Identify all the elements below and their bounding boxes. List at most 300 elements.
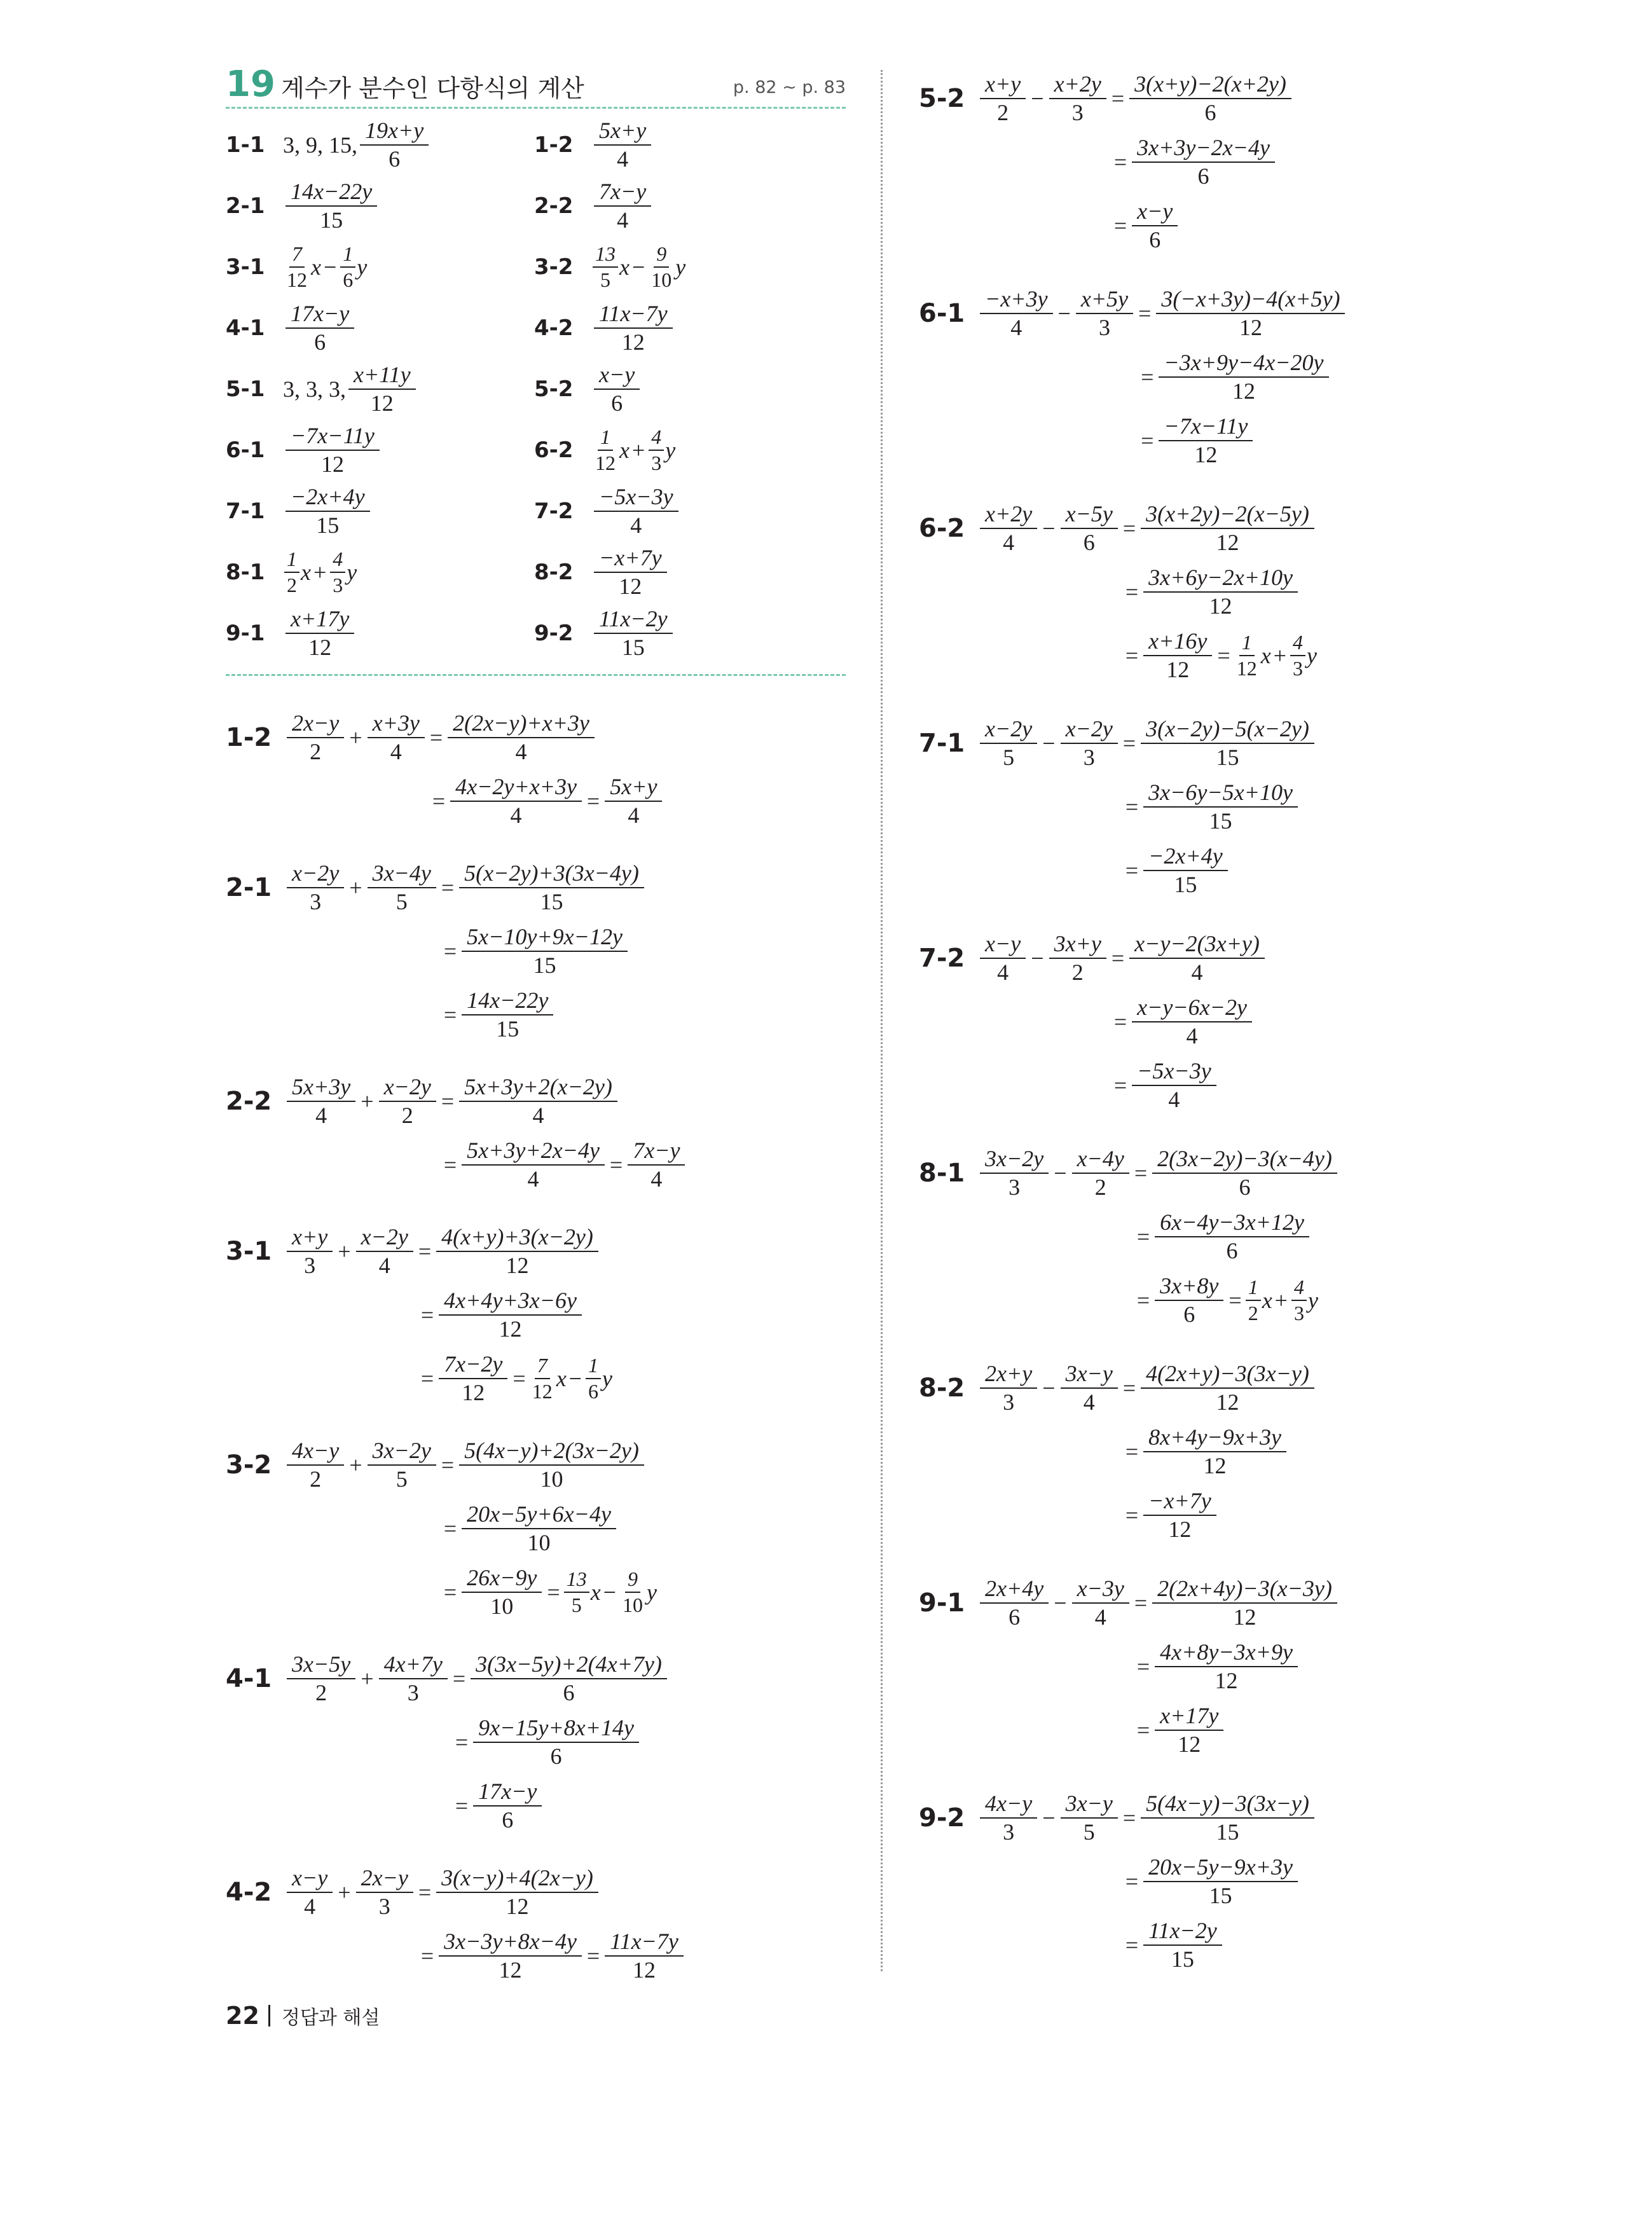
- fraction-numerator: 3x+y: [1049, 932, 1106, 959]
- fraction: [284, 243, 310, 291]
- solution-label: 7-2: [919, 944, 965, 973]
- fraction-numerator: 3x−3y+8x−4y: [439, 1929, 582, 1957]
- fraction-denominator: 12: [370, 390, 394, 416]
- fraction-numerator: 3x−2y: [980, 1146, 1049, 1174]
- solution-expression: [1123, 565, 1300, 619]
- solution-line: [919, 1698, 1347, 1762]
- fraction-denominator: 12: [595, 451, 616, 474]
- fraction: [1132, 135, 1275, 189]
- fraction-numerator: 3(3x−5y)+2(4x+7y): [471, 1652, 667, 1679]
- fraction-numerator: 13: [564, 1568, 589, 1593]
- fraction-denominator: 5: [1083, 1819, 1095, 1845]
- solution-label: 3-2: [226, 1450, 272, 1480]
- math-operator: =: [1122, 1805, 1136, 1831]
- math-operator: −: [1042, 1805, 1056, 1831]
- math-operator: =: [1217, 643, 1230, 668]
- math-operator: =: [455, 1793, 469, 1819]
- fraction-denominator: 4: [650, 1166, 663, 1192]
- fraction-numerator: 2x+4y: [980, 1576, 1049, 1604]
- fraction-denominator: 4: [527, 1166, 539, 1192]
- answer-label: 3-2: [534, 254, 574, 280]
- math-operator: =: [1113, 213, 1127, 238]
- answer-item: [226, 423, 382, 478]
- answer-expression: [283, 301, 357, 355]
- fraction-numerator: 3x−y: [1061, 1791, 1118, 1819]
- answer-expression: [591, 426, 675, 474]
- fraction: [1290, 631, 1305, 679]
- fraction-denominator: 4: [378, 1253, 390, 1278]
- answer-expression: [591, 485, 681, 538]
- fraction-denominator: 15: [1216, 745, 1239, 770]
- fraction-denominator: 15: [621, 635, 645, 660]
- fraction-numerator: 3x+6y−2x+10y: [1143, 565, 1298, 593]
- fraction-denominator: 6: [1204, 100, 1216, 125]
- solution-line: [919, 1269, 1347, 1332]
- fraction-denominator: 15: [1209, 1883, 1232, 1908]
- fraction-numerator: 8x+4y−9x+3y: [1143, 1425, 1286, 1452]
- solution-label: 5-2: [919, 84, 965, 113]
- fraction: [287, 1438, 344, 1492]
- fraction: [1143, 1918, 1222, 1972]
- answer-label: 7-2: [534, 499, 574, 524]
- solution-expression: [1112, 135, 1277, 189]
- fraction-numerator: 5x+y: [594, 118, 651, 146]
- fraction-numerator: x−y: [287, 1866, 333, 1893]
- answer-prefix: 3, 3, 3,: [283, 376, 346, 402]
- solution-expression: [1123, 1425, 1289, 1478]
- fraction: [594, 118, 651, 172]
- fraction-numerator: x+2y: [980, 502, 1037, 529]
- fraction: [473, 1716, 639, 1769]
- fraction-denominator: 12: [1236, 657, 1257, 680]
- math-operator: −: [323, 254, 337, 280]
- solution-expression: [1123, 780, 1300, 834]
- fraction-numerator: 1: [1239, 631, 1255, 656]
- fraction-numerator: 3x−y: [1061, 1361, 1118, 1389]
- fraction-denominator: 10: [622, 1593, 643, 1616]
- fraction-numerator: 11x−2y: [1143, 1918, 1222, 1946]
- solution-expression: [453, 1779, 545, 1833]
- fraction-denominator: 6: [588, 1380, 598, 1403]
- fraction: [980, 1791, 1037, 1845]
- fraction-numerator: 11x−2y: [594, 607, 673, 634]
- answer-label: 8-2: [534, 560, 574, 585]
- fraction-numerator: −5x−3y: [594, 485, 678, 512]
- solution-expression: [284, 1438, 647, 1492]
- answer-expression: [591, 301, 675, 355]
- fraction-numerator: x−y: [594, 362, 640, 390]
- fraction: [439, 1352, 507, 1405]
- fraction: [1152, 1146, 1337, 1200]
- fraction-denominator: 3: [304, 1253, 316, 1278]
- fraction: [1156, 287, 1345, 340]
- math-operator: =: [443, 1152, 457, 1178]
- fraction-denominator: 3: [651, 451, 662, 474]
- fraction: [980, 1361, 1037, 1415]
- fraction-numerator: 5x−10y+9x−12y: [462, 925, 628, 952]
- math-operator: =: [1125, 1439, 1139, 1464]
- fraction-denominator: 4: [1191, 960, 1203, 985]
- fraction: [368, 1438, 436, 1492]
- fraction-denominator: 3: [378, 1894, 390, 1919]
- solution-line: [919, 1635, 1347, 1698]
- fraction-denominator: 3: [333, 574, 343, 596]
- fraction: [605, 1929, 684, 1983]
- solution-line: [919, 194, 1347, 258]
- fraction-numerator: −7x−11y: [286, 423, 380, 451]
- fraction-numerator: −x+3y: [980, 287, 1053, 314]
- solution-expression: [977, 72, 1294, 125]
- solution-expression: [284, 1866, 601, 1919]
- math-operator: =: [1125, 858, 1139, 883]
- solution-block: [919, 712, 1347, 902]
- solution-block: [226, 1433, 687, 1624]
- fraction: [649, 243, 674, 291]
- fraction-numerator: 7: [535, 1354, 550, 1379]
- math-operator: +: [1273, 643, 1286, 668]
- solution-expression: [1112, 1059, 1219, 1112]
- variable: y: [646, 1580, 657, 1605]
- fraction-numerator: 5x+3y: [287, 1075, 355, 1102]
- fraction-numerator: 2x+y: [980, 1361, 1037, 1389]
- answer-label: 1-1: [226, 132, 265, 158]
- math-operator: =: [1125, 579, 1139, 605]
- solution-block: [226, 856, 687, 1047]
- solution-line: [226, 1347, 687, 1410]
- fraction-numerator: −2x+4y: [286, 485, 370, 512]
- fraction-denominator: 2: [1094, 1174, 1106, 1200]
- solution-line: [919, 1913, 1347, 1977]
- fraction-denominator: 6: [389, 146, 401, 172]
- fraction-denominator: 3: [1008, 1174, 1021, 1200]
- fraction-denominator: 2: [997, 100, 1009, 125]
- answer-item: [226, 240, 367, 294]
- solution-line: [919, 130, 1347, 194]
- solution-line: [919, 1205, 1347, 1269]
- fraction-denominator: 12: [1233, 1604, 1256, 1630]
- solution-block: [919, 1571, 1347, 1762]
- fraction-numerator: 5x+3y+2(x−2y): [459, 1075, 617, 1102]
- math-operator: +: [361, 1089, 374, 1114]
- fraction: [286, 607, 354, 660]
- math-operator: =: [1136, 1224, 1150, 1249]
- answer-prefix: 3, 9, 15,: [283, 132, 357, 158]
- fraction-denominator: 12: [1209, 593, 1232, 619]
- solution-line: [919, 1141, 1347, 1205]
- solution-expression: [441, 925, 630, 978]
- fraction-numerator: 20x−5y+6x−4y: [462, 1502, 616, 1529]
- answer-item: [534, 362, 642, 416]
- fraction-denominator: 6: [563, 1680, 575, 1705]
- fraction-numerator: x+11y: [348, 362, 416, 390]
- fraction: [287, 1866, 333, 1919]
- fraction: [594, 301, 673, 355]
- solution-label: 3-1: [226, 1237, 272, 1266]
- fraction-numerator: 26x−9y: [462, 1566, 542, 1593]
- fraction: [286, 485, 370, 538]
- answer-expression: [283, 118, 431, 172]
- solution-label: 6-1: [919, 299, 965, 328]
- fraction-denominator: 12: [1232, 378, 1255, 404]
- fraction-numerator: 17x−y: [473, 1779, 542, 1807]
- math-operator: −: [1057, 301, 1071, 326]
- answer-label: 2-2: [534, 193, 574, 219]
- solution-expression: [284, 1652, 670, 1705]
- math-operator: +: [349, 875, 362, 900]
- fraction: [1076, 287, 1133, 340]
- variable: x: [556, 1366, 567, 1391]
- fraction: [594, 362, 640, 416]
- fraction-denominator: 12: [1215, 1668, 1238, 1693]
- math-operator: +: [349, 725, 362, 750]
- solution-label: 1-2: [226, 723, 272, 752]
- fraction: [471, 1652, 667, 1705]
- variable: y: [1306, 643, 1317, 668]
- fraction-denominator: 12: [1239, 315, 1262, 340]
- answer-label: 6-1: [226, 437, 265, 463]
- fraction: [436, 1225, 598, 1278]
- answer-expression: [283, 423, 382, 477]
- fraction: [284, 548, 299, 596]
- answer-label: 1-2: [534, 132, 574, 158]
- fraction: [348, 362, 416, 416]
- math-operator: =: [1125, 1869, 1139, 1894]
- math-operator: +: [349, 1452, 362, 1478]
- fraction: [340, 243, 355, 291]
- solution-line: [226, 1220, 687, 1283]
- fraction-numerator: 3(x−y)+4(2x−y): [436, 1866, 598, 1893]
- fraction-numerator: −x+7y: [594, 546, 667, 573]
- fraction-denominator: 15: [540, 889, 563, 914]
- solution-expression: [1123, 629, 1317, 682]
- fraction: [1143, 1855, 1298, 1908]
- fraction: [593, 426, 618, 474]
- fraction-numerator: 17x−y: [286, 301, 354, 329]
- fraction-denominator: 4: [628, 802, 640, 828]
- fraction-denominator: 2: [287, 574, 297, 596]
- solution-line: [919, 1483, 1347, 1547]
- fraction-numerator: x−2y: [980, 717, 1037, 744]
- solution-label: 9-1: [919, 1588, 965, 1618]
- fraction-denominator: 12: [1194, 442, 1218, 467]
- solution-block: [919, 1356, 1347, 1547]
- variable: y: [675, 254, 686, 280]
- fraction-numerator: 4x−y: [980, 1791, 1037, 1819]
- fraction-denominator: 6: [1008, 1604, 1021, 1630]
- fraction-numerator: 9: [625, 1568, 640, 1593]
- fraction: [1152, 1576, 1337, 1630]
- answer-expression: [591, 362, 642, 416]
- variable: x: [590, 1580, 601, 1605]
- fraction: [1061, 717, 1118, 770]
- fraction-numerator: x−y−6x−2y: [1132, 995, 1252, 1022]
- fraction: [1246, 1276, 1261, 1324]
- fraction-numerator: x−2y: [1061, 717, 1118, 744]
- math-operator: =: [443, 1002, 457, 1028]
- answer-expression: [283, 548, 357, 596]
- math-operator: +: [631, 437, 645, 463]
- fraction-numerator: 7x−y: [594, 179, 651, 207]
- solution-line: [919, 345, 1347, 409]
- answer-item: [226, 362, 418, 416]
- solution-line: [226, 1433, 687, 1497]
- fraction-numerator: 4: [649, 426, 664, 451]
- fraction-denominator: 5: [396, 1466, 408, 1492]
- solution-expression: [441, 1566, 657, 1619]
- answer-expression: [591, 546, 670, 599]
- solution-label: 6-2: [919, 514, 965, 543]
- solution-expression: [977, 1791, 1317, 1845]
- fraction-numerator: x−y: [1132, 199, 1178, 226]
- answer-item: [534, 545, 670, 600]
- fraction-denominator: 10: [651, 268, 672, 291]
- solution-expression: [1123, 1918, 1225, 1972]
- fraction-numerator: x+17y: [1155, 1703, 1223, 1731]
- variable: y: [1307, 1288, 1318, 1313]
- fraction-numerator: 5(4x−y)−3(3x−y): [1141, 1791, 1314, 1819]
- fraction-denominator: 6: [343, 268, 354, 291]
- fraction: [980, 1576, 1049, 1630]
- fraction-numerator: x+3y: [368, 711, 425, 738]
- solution-label: 4-2: [226, 1878, 272, 1907]
- math-operator: =: [441, 875, 455, 900]
- fraction-denominator: 6: [1149, 227, 1161, 252]
- fraction-denominator: 10: [540, 1466, 563, 1492]
- fraction-denominator: 6: [611, 390, 623, 416]
- fraction-denominator: 15: [1171, 1946, 1194, 1972]
- answer-item: [534, 240, 685, 294]
- fraction-numerator: 4x−2y+x+3y: [450, 774, 582, 802]
- fraction: [1061, 1361, 1118, 1415]
- fraction-denominator: 12: [1203, 1453, 1227, 1478]
- solution-line: [919, 409, 1347, 472]
- fraction-numerator: 3x−2y: [368, 1438, 436, 1466]
- fraction: [1143, 1489, 1216, 1542]
- fraction-numerator: 4: [1291, 1276, 1307, 1301]
- fraction-numerator: 3x−6y−5x+10y: [1143, 780, 1298, 808]
- fraction-denominator: 3: [1083, 745, 1095, 770]
- fraction-numerator: 3(x−2y)−5(x−2y): [1141, 717, 1314, 744]
- solution-expression: [977, 1146, 1340, 1200]
- math-operator: =: [1113, 149, 1127, 175]
- fraction-denominator: 6: [1197, 163, 1209, 189]
- fraction: [1141, 502, 1314, 555]
- fraction: [287, 711, 344, 764]
- fraction-numerator: x+16y: [1143, 629, 1212, 656]
- solution-block: [919, 497, 1347, 687]
- math-operator: +: [338, 1880, 351, 1905]
- fraction-numerator: x−y−2(3x+y): [1129, 932, 1265, 959]
- fraction: [980, 717, 1037, 770]
- solution-expression: [1138, 414, 1255, 467]
- fraction-denominator: 6: [502, 1807, 514, 1833]
- fraction-numerator: 2(3x−2y)−3(x−4y): [1152, 1146, 1337, 1174]
- fraction-numerator: −5x−3y: [1132, 1059, 1216, 1086]
- fraction-numerator: 3x−5y: [287, 1652, 355, 1679]
- fraction-numerator: 4(2x+y)−3(3x−y): [1141, 1361, 1314, 1389]
- solution-expression: [1138, 350, 1331, 404]
- fraction-numerator: x−3y: [1072, 1576, 1129, 1604]
- fraction: [368, 861, 436, 914]
- fraction-numerator: x+y: [287, 1225, 333, 1252]
- page-footer: [226, 2002, 380, 2030]
- fraction-denominator: 15: [496, 1016, 520, 1042]
- fraction-denominator: 12: [532, 1380, 553, 1403]
- fraction: [462, 1502, 616, 1555]
- fraction-numerator: 2x−y: [287, 711, 344, 738]
- answer-expression: [591, 607, 675, 660]
- solution-expression: [284, 861, 647, 914]
- solution-line: [919, 624, 1347, 687]
- fraction-denominator: 4: [510, 802, 522, 828]
- fraction: [356, 1225, 413, 1278]
- answer-item: [534, 484, 681, 539]
- answer-item: [226, 118, 431, 172]
- fraction: [1143, 844, 1228, 897]
- solution-label: 8-1: [919, 1159, 965, 1188]
- section-number: 19: [226, 64, 275, 105]
- fraction-numerator: −3x+9y−4x−20y: [1159, 350, 1328, 378]
- solution-line: [226, 856, 687, 919]
- math-operator: =: [1134, 1590, 1148, 1616]
- fraction: [1155, 1640, 1298, 1693]
- answer-item: [534, 606, 675, 661]
- fraction-numerator: 1: [340, 243, 355, 268]
- solution-line: [919, 926, 1347, 990]
- math-operator: −: [1042, 731, 1056, 756]
- variable: x: [1262, 1288, 1272, 1313]
- math-operator: −: [1042, 516, 1056, 541]
- solution-line: [919, 1571, 1347, 1635]
- fraction: [450, 774, 582, 828]
- math-operator: =: [513, 1366, 526, 1391]
- fraction: [1049, 72, 1106, 125]
- answer-item: [226, 484, 373, 539]
- math-operator: =: [441, 1089, 455, 1114]
- fraction-denominator: 2: [310, 1466, 322, 1492]
- solution-label: 8-2: [919, 1373, 965, 1403]
- fraction-numerator: x+y: [980, 72, 1026, 99]
- fraction-denominator: 2: [401, 1103, 413, 1128]
- fraction: [649, 426, 664, 474]
- fraction: [1141, 1361, 1314, 1415]
- fraction: [1141, 717, 1314, 770]
- fraction: [462, 1138, 605, 1192]
- fraction: [1132, 199, 1178, 252]
- fraction-denominator: 12: [287, 268, 307, 291]
- fraction-denominator: 12: [1216, 530, 1239, 555]
- fraction-denominator: 5: [1003, 745, 1015, 770]
- solution-line: [226, 1774, 687, 1838]
- fraction: [1129, 72, 1291, 125]
- math-operator: =: [1122, 1375, 1136, 1401]
- fraction-denominator: 15: [1174, 872, 1197, 897]
- fraction: [1129, 932, 1265, 985]
- solution-expression: [1134, 1210, 1312, 1263]
- fraction-numerator: 11x−7y: [605, 1929, 684, 1957]
- math-operator: =: [420, 1943, 434, 1969]
- fraction: [1132, 995, 1252, 1049]
- fraction-numerator: 7: [289, 243, 305, 268]
- math-operator: =: [1113, 1009, 1127, 1035]
- solution-line: [919, 1786, 1347, 1850]
- page-number: 22: [226, 2002, 259, 2030]
- solution-label: 4-1: [226, 1664, 272, 1693]
- fraction-numerator: 14x−22y: [462, 988, 553, 1015]
- solution-expression: [418, 1929, 686, 1983]
- solution-line: [919, 712, 1347, 775]
- fraction-numerator: −7x−11y: [1159, 414, 1253, 441]
